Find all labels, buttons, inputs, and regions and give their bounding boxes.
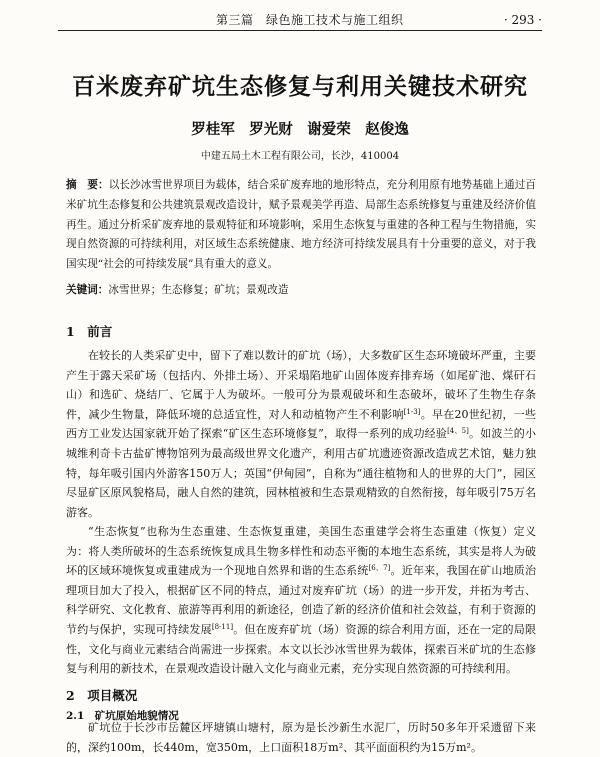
section-1-paragraph-1 (66, 346, 536, 522)
page-number: · 293 · (503, 13, 542, 27)
section-2-paragraph-1: 矿坑位于长沙市岳麓区坪塘镇山塘村，原为是长沙新生水泥厂，历时50多年开采遗留下来的，深约100m，长440m，宽350m，上口面积18万m²、其平面面积约为15万m²。 (66, 721, 536, 754)
citation: [4、5] (447, 427, 469, 436)
paragraph-text: 。近年来，我国在矿山地质治理项目加大了投入，根据矿区不同的特点，通过对废弃矿坑（场）的进一步开发，并拓为考古、科学研究、文化教育、旅游等再利用的新途径，创造了新的经济价值和社会效益，有利于资源的节约与保护，实现可持续发展 (66, 564, 536, 636)
running-header (58, 10, 542, 31)
section-1-heading: 1 前言 (66, 324, 113, 339)
section-2-1-heading: 2.1 矿坑原始地貌情况 (66, 710, 179, 722)
author-list: 罗桂军 罗光财 谢爱荣 赵俊逸 (191, 121, 409, 138)
citation: [6、7] (368, 564, 391, 573)
paragraph-text: 在较长的人类采矿史中，留下了难以数计的矿坑（场），大多数矿区生态环境破坏严重，主要产生于露天采矿场（包括内、外排土场）、开采塌陷地矿山固体废弃排弃场（如尾矿池、煤矸石山）和选矿、烧结厂、它属于人为破坏。一般可分为景观破坏和生态破坏，破坏了生物生存条件，减少生物量，降低环境的总适宜性，对人和动植物产生不利影响 (66, 349, 536, 421)
section-1-paragraph-2 (66, 522, 536, 679)
paragraph-text: “生态恢复”也称为生态重建、生态恢复重建，美国生态重建学会将生态重建（恢复）定义为：将人类所破坏的生态系统恢复成具生物多样性和动态平衡的本地生态系统，其实是将人为破坏的区域环境恢复或重建成为一个现地自然界和谐的生态系统 (66, 525, 536, 578)
paragraph-text: 。但在废弃矿坑（场）资源的综合利用方面，还在一定的局限性，文化与商业元素结合尚需进一步探索。本文以长沙冰雪世界为载体，探索百米矿坑的生态修复与利用的新技术，在景观改造设计融入文化与商业元素，充分实现自然资源的可持续利用。 (66, 622, 536, 676)
keywords-text: 冰雪世界；生态修复；矿坑；景观改造 (108, 284, 289, 296)
paper-title: 百米废弃矿坑生态修复与利用关键技术研究 (72, 73, 528, 100)
paragraph-text: 。如波兰的小城维利奇卡古盐矿博物馆列为最高级世界文化遗产，利用古矿坑遗迹资源改造成艺术馆，魅力独特，每年吸引国内外游客150万人；英国“伊甸园”，自称为“通往植物和人的世界的大门”，园区尽显矿区原风貌格局，融人自然的建筑，园林植被和生态景观精致的自然衔接，每年吸引75万名游客。 (66, 427, 536, 519)
abstract (66, 176, 536, 275)
keywords-label: 关键词： (66, 284, 109, 296)
citation: [8-11] (211, 622, 234, 631)
paragraph-text: 。早在20世纪初，一些西方工业发达国家就开始了探索“矿区生态环境修复”，取得一系列的成功经验 (66, 407, 537, 441)
section-2-heading: 2 项目概况 (66, 688, 138, 703)
abstract-label: 摘 要： (66, 179, 109, 191)
affiliation: 中建五局土木工程有限公司，长沙，410004 (200, 151, 400, 162)
keywords (66, 281, 536, 299)
citation: [1-3] (403, 407, 421, 416)
abstract-text: 以长沙冰雪世界项目为载体，结合采矿废弃地的地形特点，充分利用原有地势基础上通过百米矿坑生态修复和公共建筑景观改造设计，赋予景观美学再造、局部生态系统修复与重建及经济价值再生。通过分析采矿废弃地的景观特征和环境影响，采用生态恢复与重建的各种工程与生物措施，实现自然资源的可持续利用，对区域生态系统健康、地方经济可持续发展具有十分重要的意义，对于我国实现“社会的可持续发展”具有重大的意义。 (66, 179, 537, 271)
part-title: 第三篇 绿色施工技术与施工组织 (216, 13, 404, 27)
